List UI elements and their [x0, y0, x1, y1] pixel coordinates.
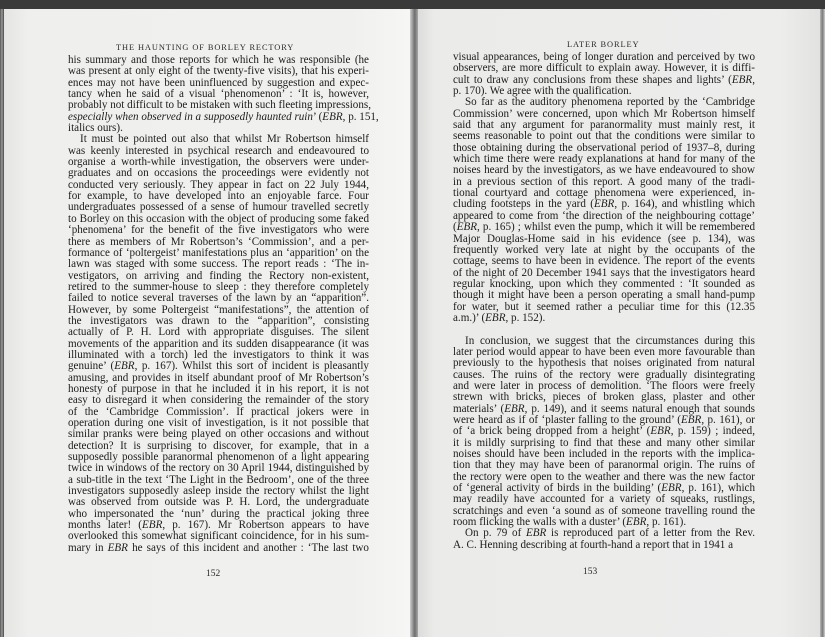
text-line: observers, are more difficult to explain away. However, it is diffi-	[453, 62, 755, 75]
text-line: probably not difficult to be mistaken with such fleeting impressions,	[68, 99, 371, 112]
text-line: failed to notice several traverses of the lawn by an “apparition”.	[68, 292, 369, 305]
text-line: Commission’ were concerned, upon which Mr Robertson himself	[453, 107, 755, 120]
paragraph-gap	[453, 324, 755, 335]
text-line: graduates and on occasions the proceedings were evidently not	[68, 167, 369, 180]
right-page-body	[453, 52, 755, 551]
text-line: organise a worth-while investigation, the observers were under-	[68, 156, 369, 169]
text-line: ences may not have been uninfluenced by suggestion and expec-	[68, 76, 369, 89]
text-line: seems reasonable to point out that the conditions were similar to	[453, 130, 755, 143]
book-gutter	[410, 9, 418, 637]
text-line: genuine’ (EBR, p. 167). Whilst this sort of incident is pleasantly	[68, 360, 369, 373]
text-line: his summary and those reports for which he was responsible (he	[68, 54, 369, 66]
text-line: actually of P. H. Lord with appropriate disguises. The silent	[68, 326, 369, 339]
text-line: lawn was staged with some success. The report reads : ‘The in-	[68, 258, 369, 271]
text-line: though it might have been a person operating a small hand-pump	[453, 289, 755, 302]
text-line: ‘phenomena’ for the benefit of the five investigators who were	[68, 224, 369, 237]
left-page-body	[68, 54, 379, 554]
text-line: previously to the hypothesis that noises originated from natural	[453, 357, 755, 370]
page-number-right: 153	[583, 567, 598, 577]
text-line: italics ours).	[68, 122, 123, 135]
text-line: On p. 79 of EBR is reproduced part of a letter from the Rev.	[465, 527, 755, 540]
text-line: to Borley on this occasion with the object of producing some faked	[68, 212, 369, 225]
text-line: similar pranks were being played on other occasions and without	[68, 428, 369, 441]
text-line: noises should have been included in the reports with the implica-	[453, 448, 755, 461]
text-line: retired to the summer-house to sleep : they therefore completely	[68, 280, 369, 293]
text-line: and were later in process of demolition. ‘The floors were freely	[453, 379, 755, 392]
text-line: honesty of purpose in that he included it in his report, it is not	[68, 382, 369, 395]
text-line: So far as the auditory phenomena reported by the ‘Cambridge	[465, 96, 755, 109]
running-head-left: THE HAUNTING OF BORLEY RECTORY	[116, 43, 295, 52]
text-line: illuminated with a torch) led the investigators to think it was	[68, 348, 369, 361]
text-line: scratchings and even ‘a sound as of someone travelling round the	[453, 504, 755, 517]
text-line: cluding footsteps in the yard (EBR, p. 164), and whistling which	[453, 198, 756, 211]
text-line: However, by some Poltergeist “manifestations”, the attention of	[68, 303, 369, 316]
text-line: noises heard by the investigators, as we have endeavoured to show	[453, 164, 755, 177]
text-line: detection? It is surprising to discover, for example, that in a	[68, 439, 369, 452]
text-line: It must be pointed out also that whilst Mr Robertson himself	[80, 133, 369, 146]
text-line: for example, to have developed into an enjoyable farce. Four	[68, 190, 369, 203]
text-line: p. 170). We agree with the qualification.	[453, 85, 632, 98]
text-line: were heard as if of ‘plaster falling to the ground’ (EBR, p. 161), or	[453, 414, 755, 426]
text-line: especially when observed in a supposedly haunted ruin’ (EBR, p. 151,	[68, 110, 379, 123]
book-edge-right	[820, 9, 825, 637]
text-line: undergraduates possessed of a sense of humour travelled secretly	[68, 201, 369, 214]
text-line: the investigators was drawn to the “apparition”, consisting	[68, 314, 369, 327]
text-line: was observed from outside was P. H. Lord, the undergraduate	[68, 496, 369, 509]
text-line: causes. The ruins of the rectory were gradually disintegrating	[453, 368, 755, 381]
text-line: there as members of Mr Robertson’s ‘Commission’, and a per-	[68, 235, 369, 248]
text-line: conducted very seriously. They appear in fact on 22 July 1944,	[68, 178, 369, 191]
text-line: tional courtyard and cottage phenomena were experienced, in-	[453, 187, 755, 200]
text-line: of the ‘Cambridge Commission’. If practical jokers were in	[68, 405, 369, 418]
text-line: movements of the apparition and its sudden disappearance (it was	[68, 337, 369, 350]
text-line: supposedly possible paranormal phenomenon of a light appearing	[68, 451, 369, 464]
text-line: of the night of 20 December 1941 says that the investigators heard	[453, 266, 755, 279]
text-line: materials’ (EBR, p. 149), and it seems natural enough that sounds	[453, 402, 756, 415]
text-line: strewn with bricks, pieces of broken glass, plaster and other	[453, 391, 755, 404]
text-line: was keenly interested in psychical research and endeavoured to	[68, 144, 369, 157]
running-head-right: LATER BORLEY	[567, 40, 640, 49]
text-line: investigators supposedly asleep inside the rectory whilst the light	[68, 485, 369, 498]
text-line: frequently worked very late at night by the occupants of the	[453, 243, 755, 256]
text-line: for water, but it seemed rather a peculiar time for this (12.35	[453, 300, 755, 313]
text-line: was present at only eight of the twenty-five visits), that his experi-	[68, 65, 369, 78]
text-line: operation during one visit of investigation, is it not possible that	[68, 417, 369, 429]
text-line: Major Douglas-Home said in his evidence (see p. 134), was	[453, 232, 755, 245]
text-line: cottage, seems to have been in evidence. The report of the events	[453, 255, 755, 268]
text-line: appeared to come from ‘the direction of the neighbouring cottage’	[453, 209, 755, 222]
text-line: cult to draw any conclusions from these shapes and lights’ (EBR,	[453, 73, 755, 86]
text-line: the rectory were open to the weather and there was the new factor	[453, 470, 755, 483]
text-line: a sub-title in the text ‘The Light in the Bedroom’, one of the three	[68, 473, 369, 486]
text-line: mary in EBR he says of this incident and another : ‘The last two	[68, 541, 369, 554]
text-line: in a previous section of this report. A good many of the tradi-	[453, 175, 755, 188]
text-line: room flicking the walls with a duster’ (EBR, p. 161).	[453, 516, 687, 529]
scan-top-border	[0, 0, 825, 9]
text-line: said that any argument for paranormality must mainly rest, it	[453, 119, 755, 132]
text-line: In conclusion, we suggest that the circumstances during this	[465, 334, 755, 347]
text-line: amusing, and provides in itself abundant proof of Mr Robertson’s	[68, 371, 369, 384]
text-line: who impersonated the ‘nun’ during the practical joking three	[68, 507, 369, 520]
text-line: a.m.)’ (EBR, p. 152).	[453, 311, 546, 324]
text-line: vestigators, on arriving and finding the Rectory non-existent,	[68, 269, 369, 282]
text-line: months later! (EBR, p. 167). Mr Robertson appears to have	[68, 519, 370, 532]
text-line: tion that they may have been of paranormal origin. The ruins of	[453, 459, 755, 472]
text-line: later period would appear to have been even more favourable than	[453, 345, 755, 358]
text-line: A. C. Henning describing at fourth-hand a report that in 1941 a	[453, 538, 734, 551]
text-line: those obtaining during the observational period of 1937–8, during	[453, 141, 755, 154]
left-page	[4, 9, 410, 637]
text-line: regular knocking, upon which they commented : ‘It sounded as	[453, 277, 755, 290]
text-line: tancy when he said of a visual ‘phenomenon’ : ‘It is, however,	[68, 88, 369, 101]
text-line: of ‘a brick being dropped from a height’ (EBR, p. 159) ; indeed,	[453, 425, 755, 438]
text-line: formance of ‘poltergeist’ manifestations plus an ‘apparition’ on the	[68, 246, 369, 259]
text-line: it is mildly surprising to find that these and many other similar	[453, 436, 755, 449]
text-line: easy to disregard it when considering the remainder of the story	[68, 394, 369, 407]
text-line: overlooked this somewhat significant coincidence, for in his sum-	[68, 530, 369, 543]
text-line: visual appearances, being of longer duration and perceived by two	[453, 51, 755, 63]
right-page	[418, 9, 820, 637]
text-line: twice in windows of the rectory on 30 April 1944, distinguished by	[68, 462, 369, 475]
page-number-left: 152	[206, 569, 221, 579]
text-line: (EBR, p. 165) ; whilst even the pump, which it will be remembered	[453, 221, 755, 234]
text-line: of ‘general activity of birds in the building’ (EBR, p. 161), which	[453, 482, 755, 495]
text-line: may readily have accounted for a variety of squeaks, rustlings,	[453, 493, 755, 506]
text-line: which time there were ready explanations at hand for many of the	[453, 153, 755, 166]
